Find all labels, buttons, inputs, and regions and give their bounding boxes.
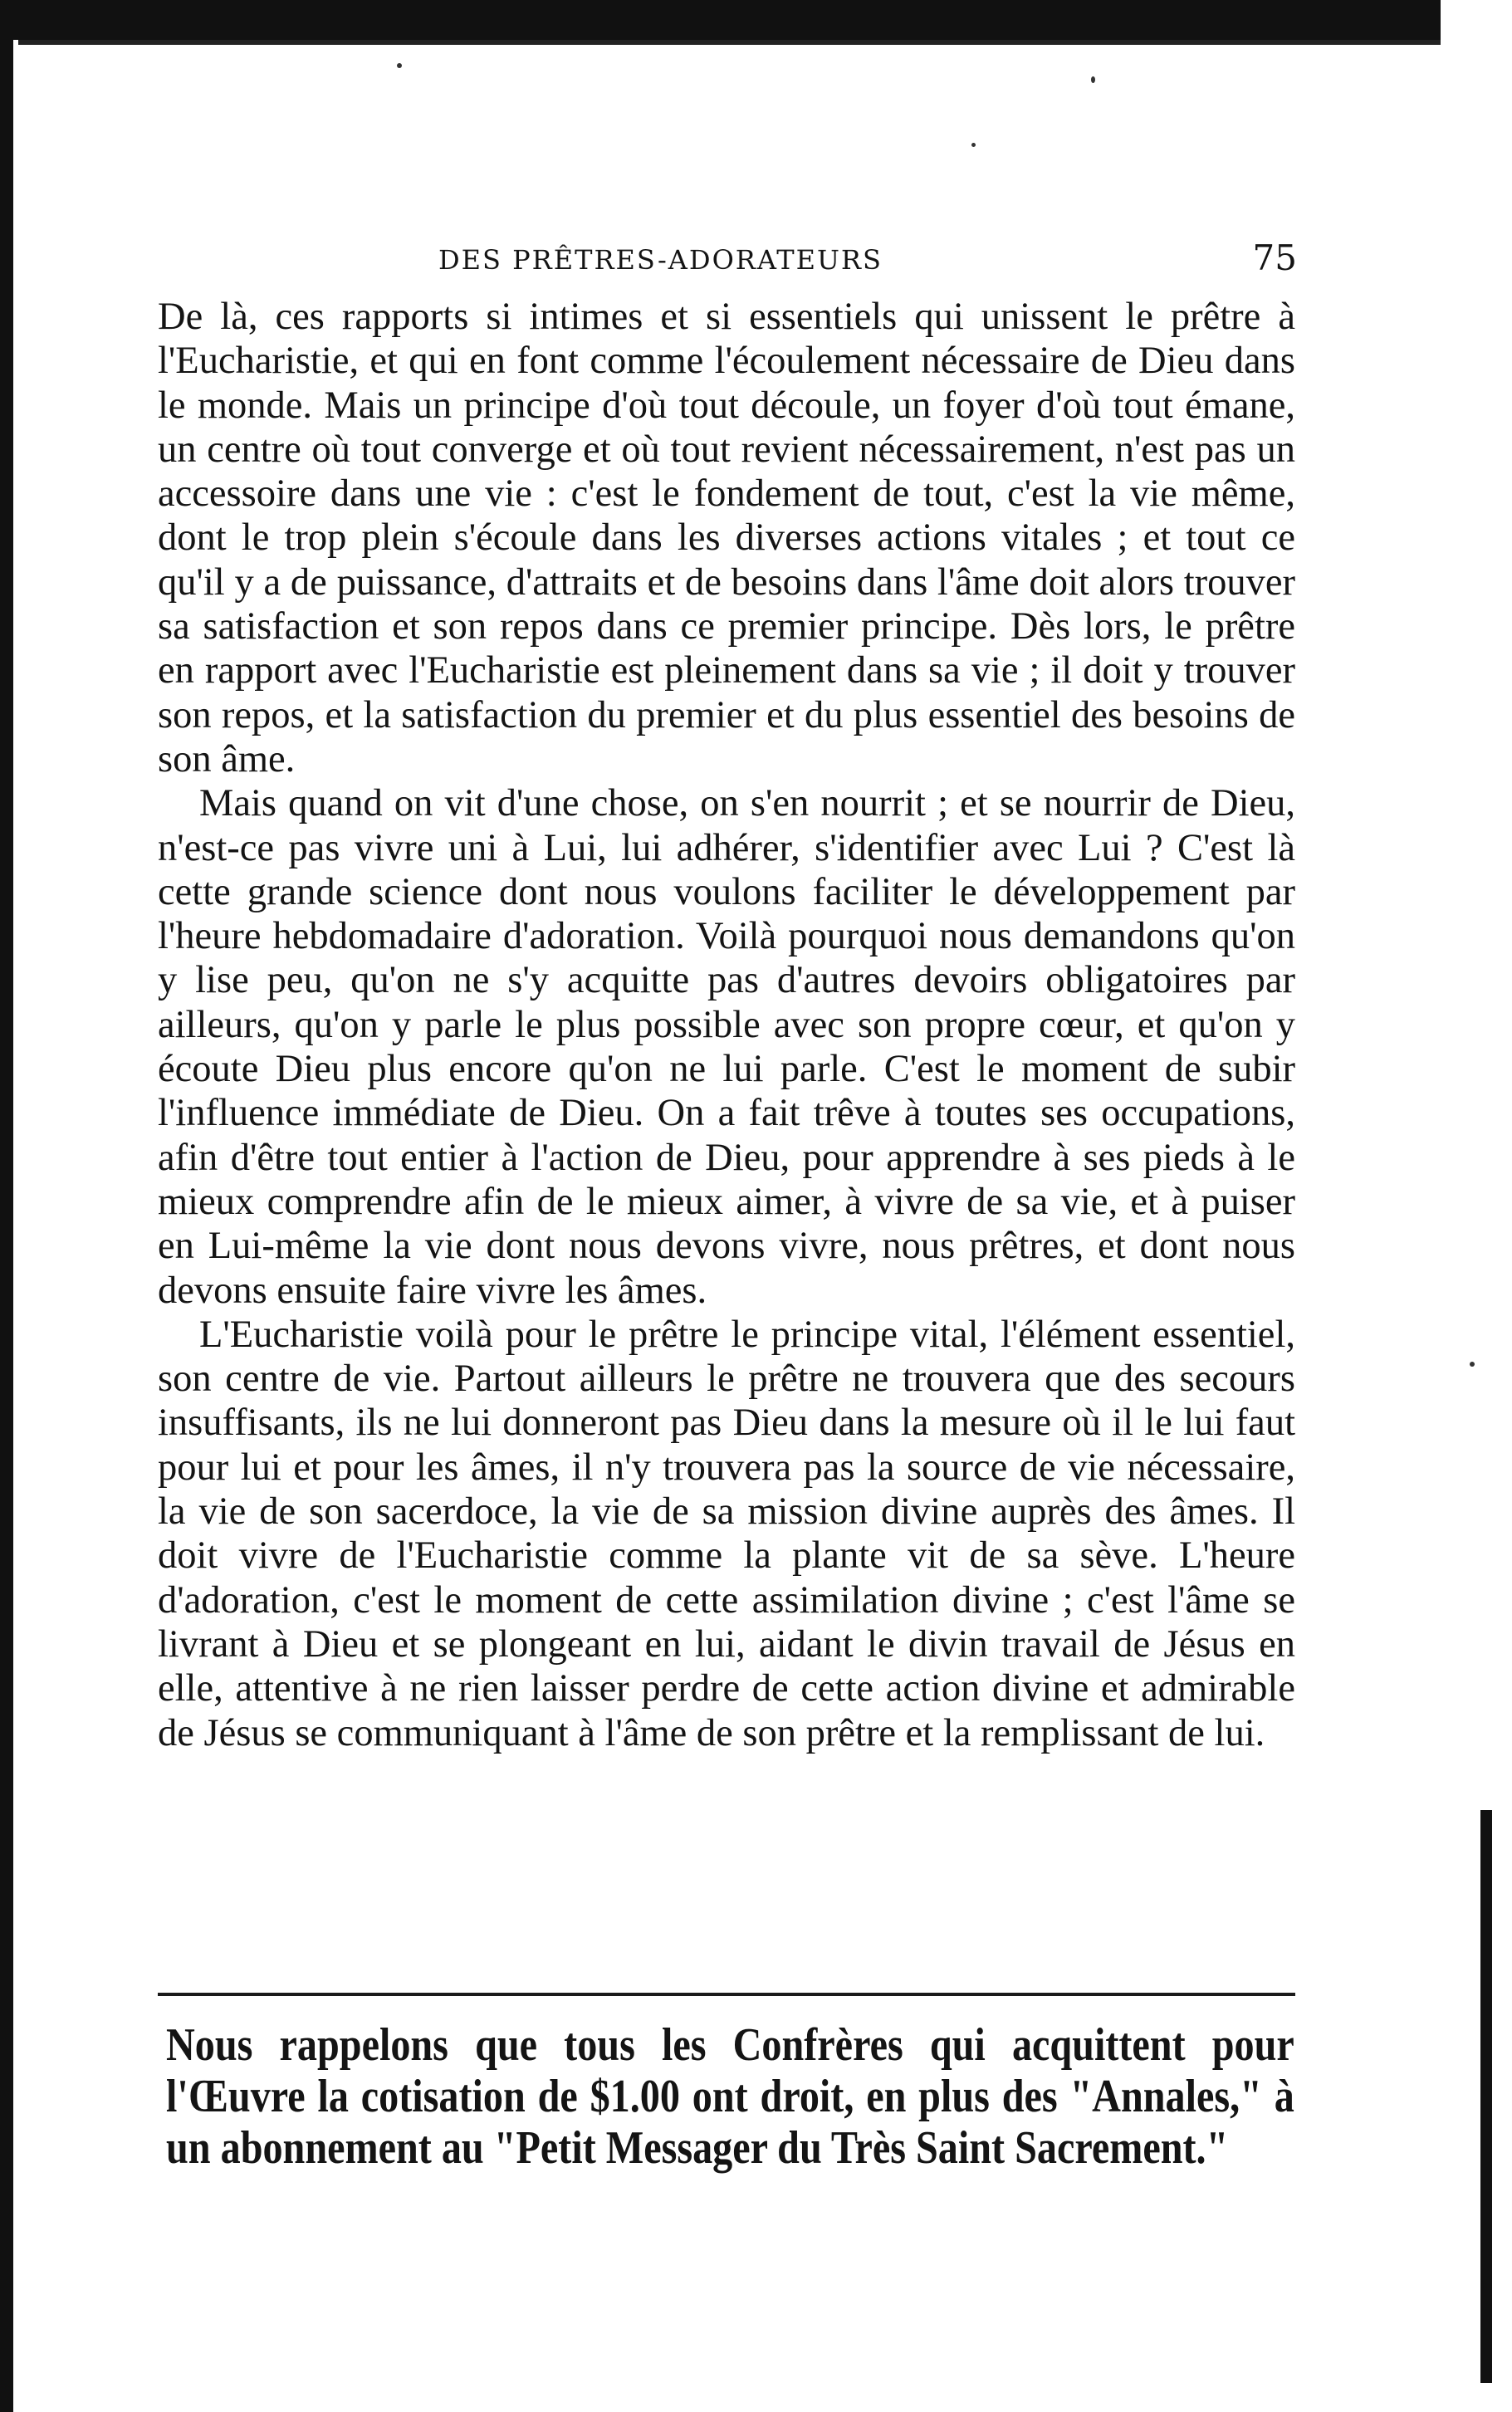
scan-border-line [18, 40, 1441, 45]
scan-speck [1470, 1362, 1475, 1367]
scan-speck [1091, 76, 1095, 83]
running-title: DES PRÊTRES-ADORATEURS [438, 244, 883, 276]
body-text [158, 295, 1295, 1755]
page-number: 75 [1252, 237, 1297, 278]
scan-border-right [1480, 1810, 1492, 2383]
scan-border-left [0, 40, 13, 2412]
paragraph-2: Mais quand on vit d'une chose, on s'en nourrit ; et se nourrir de Dieu, n'est-ce pas vivre uni à Lui, lui adhérer, s'identifier avec Lui ? C'est là cette grande science dont nous voulons faciliter le développement par l'heure hebdomadaire d'adoration. Voilà pourquoi nous demandons qu'on y lise peu, qu'on ne s'y acquitte pas d'autres devoirs obligatoires par ailleurs, qu'on y parle le plus possible avec son propre cœur, et qu'on y écoute Dieu plus encore qu'on ne lui parle. C'est le moment de subir l'influence immédiate de Dieu. On a fait trêve à toutes ses occupations, afin d'être tout entier à l'action de Dieu, pour apprendre à ses pieds à le mieux comprendre afin de le mieux aimer, à vivre de sa vie, et à puiser en Lui-même la vie dont nous devons vivre, nous prêtres, et dont nous devons ensuite faire vivre les âmes. [158, 782, 1295, 1312]
scan-border-top [0, 0, 1441, 40]
paragraph-3: L'Eucharistie voilà pour le prêtre le principe vital, l'élément essentiel, son centre de vie. Partout ailleurs le prêtre ne trouvera que des secours insuffisants, ils ne lui donneront pas Dieu dans la mesure où il le lui faut pour lui et pour les âmes, il n'y trouvera pas la source de vie nécessaire, la vie de son sacerdoce, la vie de sa mission divine auprès des âmes. Il doit vivre de l'Eucharistie comme la plante vit de sa sève. L'heure d'adoration, c'est le moment de cette assimilation divine ; c'est l'âme se livrant à Dieu et se plongeant en lui, aidant le divin travail de Jésus en elle, attentive à ne rien laisser perdre de cette action divine et admirable de Jésus se communiquant à l'âme de son prêtre et la remplissant de lui. [158, 1313, 1295, 1754]
scan-speck [971, 143, 976, 147]
paragraph-1: De là, ces rapports si intimes et si essentiels qui unissent le prêtre à l'Eucharistie, et qui en font comme l'écoulement nécessaire de Dieu dans le monde. Mais un principe d'où tout découle, un foyer d'où tout émane, un centre où tout converge et où tout revient nécessairement, n'est pas un accessoire dans une vie : c'est le fondement de tout, c'est la vie même, dont le trop plein s'écoule dans les diverses actions vitales ; et tout ce qu'il y a de puissance, d'attraits et de besoins dans l'âme doit alors trouver sa satisfaction et son repos dans ce premier principe. Dès lors, le prêtre en rapport avec l'Eucharistie est pleinement dans sa vie ; il doit y trouver son repos, et la satisfaction du premier et du plus essentiel des besoins de son âme. [158, 296, 1295, 780]
separator-rule [158, 1993, 1295, 1996]
page-header [206, 237, 1310, 287]
membership-notice: Nous rappelons que tous les Confrères qui acquittent pour l'Œuvre la cotisation de $1.00 ont droit, en plus des "Annales," à un abonnement au "Petit Messager du Très Saint Sacrement." [166, 2019, 1294, 2174]
scan-speck [397, 63, 402, 68]
